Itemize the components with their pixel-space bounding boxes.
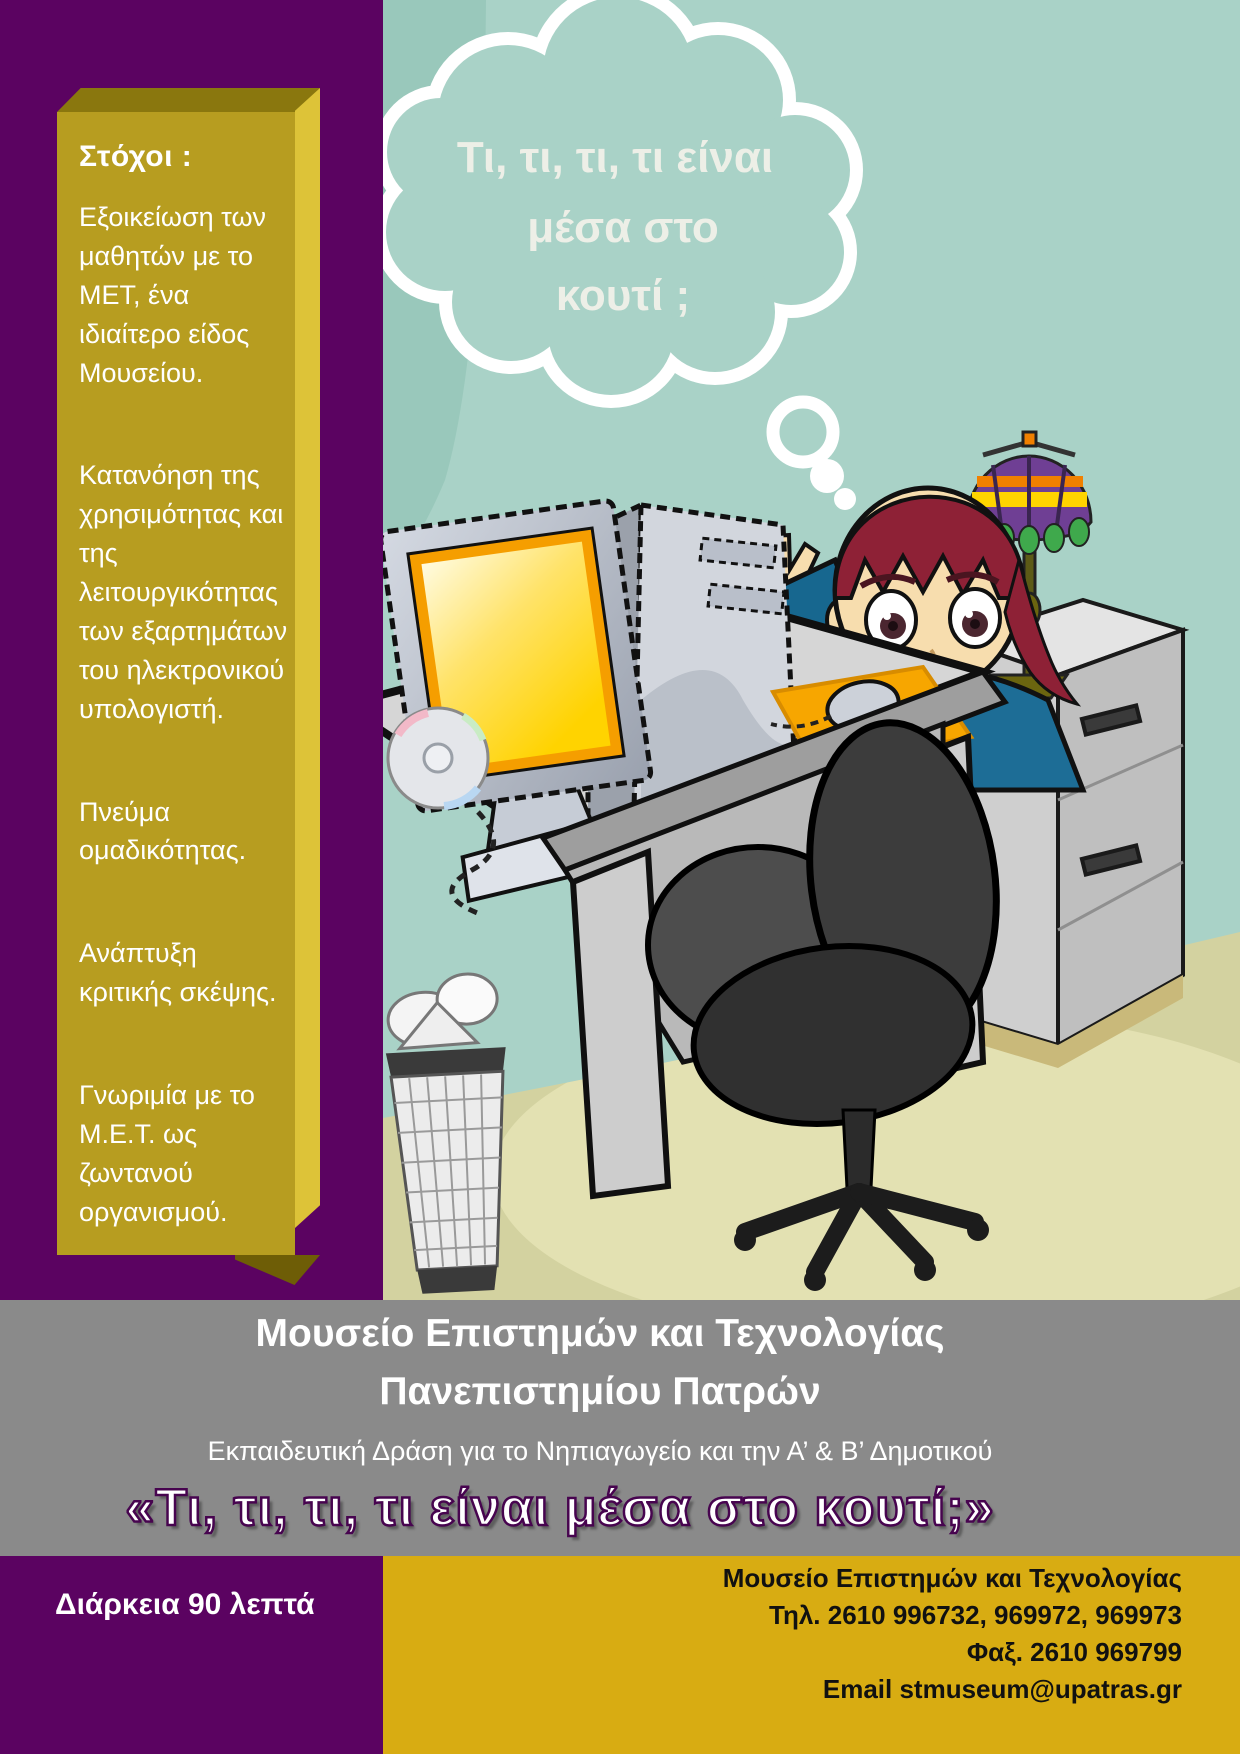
footer-right: [383, 1556, 1240, 1754]
museum-title-line1: Μουσείο Επιστημών και Τεχνολογίας: [255, 1312, 945, 1355]
duration-label: Διάρκεια 90 λεπτά: [55, 1588, 315, 1621]
band-headline: «Τι, τι, τι, τι είναι μέσα στο κουτί;»: [125, 1479, 995, 1537]
thought-line-2: μέσα στο: [527, 203, 719, 252]
cartoon-scene: [383, 0, 1240, 1300]
thought-line-1: Τι, τι, τι, τι είναι: [456, 133, 774, 182]
goal-item: Εξοικείωση των μαθητών με το ΜΕΤ, ένα ιδιαίτερο είδος Μουσείου.: [79, 202, 267, 388]
goal-box-top-face: [57, 88, 320, 112]
footer-left: [0, 1556, 383, 1754]
goal-item: Γνωριμία με το Μ.Ε.Τ. ως ζωντανού οργανισμού.: [79, 1080, 255, 1227]
cartoon-illustration: [383, 0, 1240, 1300]
thought-bubble-dot: [810, 459, 844, 493]
contact-org: Μουσείο Επιστημών και Τεχνολογίας: [722, 1563, 1182, 1593]
sidebar: [0, 0, 383, 1300]
goals-text: [79, 140, 291, 1296]
goal-item: Πνεύμα ομαδικότητας.: [79, 796, 247, 866]
goal-item: Κατανόηση της χρησιμότητας και της λειτουργικότητας των εξαρτημάτων του ηλεκτρονικού υπολογιστή.: [79, 460, 288, 724]
contact-email: Email stmuseum@upatras.gr: [822, 1674, 1182, 1704]
contact-tel: Τηλ. 2610 996732, 969972, 969973: [769, 1600, 1182, 1630]
contact-block: [723, 1560, 1182, 1708]
thought-bubble-dot-small: [834, 488, 856, 510]
band-subtitle: Εκπαιδευτική Δράση για το Νηπιαγωγείο και την Α’ & Β’ Δημοτικού: [207, 1436, 993, 1466]
cd-disc: [388, 708, 488, 808]
museum-title-line2: Πανεπιστημίου Πατρών: [379, 1370, 821, 1413]
goal-box-side-face: [295, 88, 320, 1228]
file-cabinet: [958, 600, 1183, 1068]
goals-title: Στόχοι :: [79, 140, 193, 173]
museum-band: [0, 1300, 1240, 1556]
thought-line-3: κουτί ;: [555, 271, 691, 320]
contact-fax: Φαξ. 2610 969799: [966, 1637, 1182, 1667]
goal-item: Ανάπτυξη κριτικής σκέψης.: [79, 938, 277, 1008]
